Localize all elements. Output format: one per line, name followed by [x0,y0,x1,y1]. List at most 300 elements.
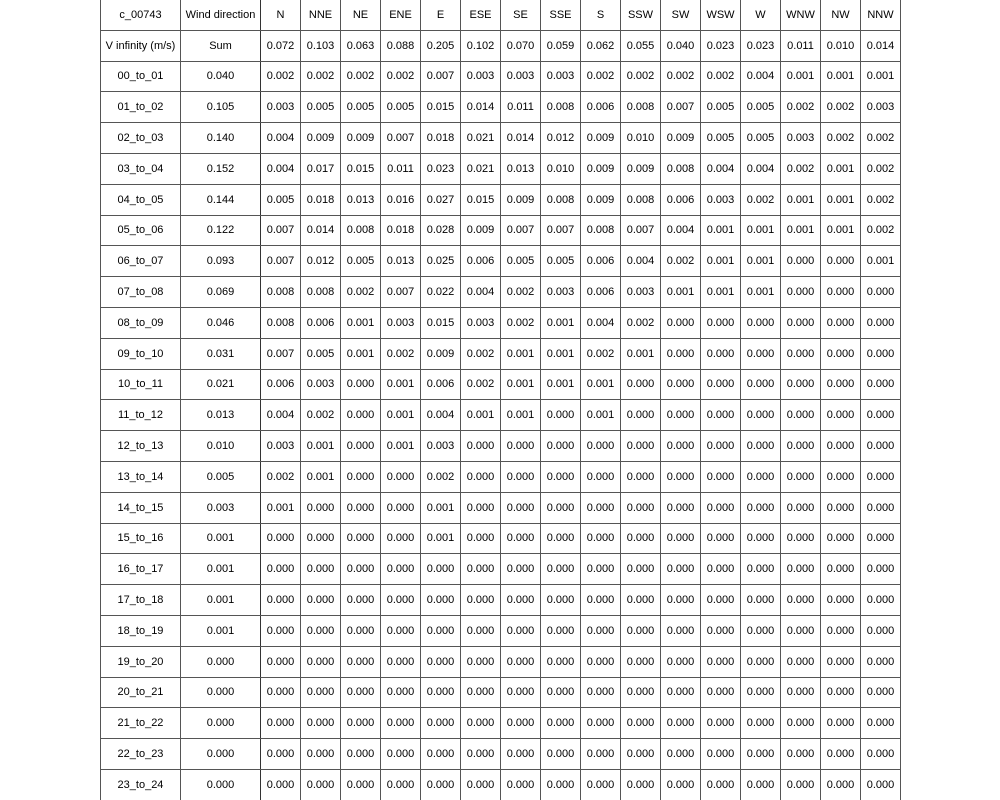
frequency-cell: 0.000 [501,769,541,799]
frequency-cell: 0.000 [701,307,741,338]
direction-header-wnw: WNW [781,0,821,30]
frequency-cell: 0.021 [461,153,501,184]
frequency-cell: 0.000 [741,431,781,462]
frequency-cell: 0.000 [821,246,861,277]
frequency-cell: 0.007 [261,215,301,246]
direction-sum-nne: 0.103 [301,30,341,61]
frequency-cell: 0.000 [741,677,781,708]
direction-header-row [101,0,901,30]
frequency-cell: 0.000 [701,708,741,739]
frequency-cell: 0.000 [581,492,621,523]
speed-bin-sum: 0.046 [181,307,261,338]
direction-sum-nw: 0.010 [821,30,861,61]
frequency-cell: 0.000 [701,739,741,770]
speed-bin-sum: 0.122 [181,215,261,246]
frequency-cell: 0.009 [621,153,661,184]
frequency-cell: 0.000 [621,585,661,616]
direction-header-ne: NE [341,0,381,30]
frequency-cell: 0.002 [381,338,421,369]
frequency-cell: 0.000 [861,277,901,308]
frequency-cell: 0.000 [581,615,621,646]
frequency-cell: 0.008 [341,215,381,246]
frequency-cell: 0.006 [661,184,701,215]
speed-bin-sum: 0.001 [181,585,261,616]
frequency-cell: 0.006 [581,277,621,308]
frequency-cell: 0.001 [661,277,701,308]
direction-sum-ene: 0.088 [381,30,421,61]
frequency-cell: 0.000 [501,615,541,646]
frequency-cell: 0.001 [501,338,541,369]
direction-header-w: W [741,0,781,30]
frequency-cell: 0.006 [581,92,621,123]
frequency-cell: 0.000 [621,646,661,677]
table-row [101,769,901,799]
speed-bin-sum: 0.000 [181,739,261,770]
frequency-cell: 0.004 [261,153,301,184]
frequency-cell: 0.001 [821,184,861,215]
frequency-cell: 0.006 [301,307,341,338]
frequency-cell: 0.002 [261,461,301,492]
frequency-cell: 0.002 [421,461,461,492]
frequency-cell: 0.005 [541,246,581,277]
frequency-cell: 0.000 [741,646,781,677]
frequency-cell: 0.000 [781,461,821,492]
frequency-cell: 0.003 [301,369,341,400]
speed-bin-label: 00_to_01 [101,61,181,92]
table-row [101,246,901,277]
speed-bin-sum: 0.000 [181,646,261,677]
frequency-cell: 0.000 [661,307,701,338]
frequency-cell: 0.000 [581,677,621,708]
frequency-cell: 0.000 [781,246,821,277]
frequency-cell: 0.006 [261,369,301,400]
frequency-cell: 0.003 [861,92,901,123]
frequency-cell: 0.000 [661,523,701,554]
table-row [101,215,901,246]
sum-label-cell: Sum [181,30,261,61]
frequency-cell: 0.002 [861,123,901,154]
frequency-cell: 0.004 [741,61,781,92]
table-row [101,153,901,184]
frequency-cell: 0.000 [581,585,621,616]
frequency-cell: 0.000 [301,585,341,616]
frequency-cell: 0.000 [301,523,341,554]
frequency-cell: 0.005 [301,92,341,123]
speed-bin-label: 04_to_05 [101,184,181,215]
frequency-cell: 0.000 [301,708,341,739]
speed-bin-sum: 0.031 [181,338,261,369]
frequency-cell: 0.008 [581,215,621,246]
frequency-cell: 0.002 [621,61,661,92]
frequency-cell: 0.018 [381,215,421,246]
frequency-cell: 0.000 [461,677,501,708]
frequency-cell: 0.000 [301,492,341,523]
frequency-cell: 0.001 [581,400,621,431]
speed-bin-sum: 0.021 [181,369,261,400]
direction-header-se: SE [501,0,541,30]
frequency-cell: 0.027 [421,184,461,215]
direction-sum-e: 0.205 [421,30,461,61]
frequency-cell: 0.002 [581,61,621,92]
frequency-cell: 0.000 [461,646,501,677]
frequency-cell: 0.000 [861,523,901,554]
speed-bin-sum: 0.003 [181,492,261,523]
table-row [101,92,901,123]
frequency-cell: 0.001 [301,431,341,462]
frequency-cell: 0.000 [741,338,781,369]
frequency-cell: 0.000 [821,646,861,677]
speed-bin-sum: 0.105 [181,92,261,123]
frequency-cell: 0.000 [421,585,461,616]
frequency-cell: 0.000 [781,277,821,308]
frequency-cell: 0.002 [581,338,621,369]
frequency-cell: 0.002 [741,184,781,215]
table-row [101,61,901,92]
frequency-cell: 0.000 [261,677,301,708]
frequency-cell: 0.000 [541,431,581,462]
table-row [101,431,901,462]
frequency-cell: 0.000 [261,523,301,554]
frequency-cell: 0.000 [501,554,541,585]
frequency-cell: 0.000 [501,585,541,616]
speed-bin-label: 11_to_12 [101,400,181,431]
table-row [101,338,901,369]
frequency-cell: 0.001 [341,307,381,338]
direction-header-ene: ENE [381,0,421,30]
frequency-cell: 0.000 [821,615,861,646]
direction-sum-ne: 0.063 [341,30,381,61]
frequency-cell: 0.000 [781,739,821,770]
frequency-cell: 0.000 [501,523,541,554]
frequency-cell: 0.000 [381,677,421,708]
frequency-cell: 0.000 [581,708,621,739]
frequency-cell: 0.005 [261,184,301,215]
frequency-cell: 0.001 [581,369,621,400]
direction-header-s: S [581,0,621,30]
frequency-cell: 0.000 [741,554,781,585]
frequency-cell: 0.004 [261,400,301,431]
frequency-cell: 0.000 [661,554,701,585]
frequency-cell: 0.000 [541,677,581,708]
frequency-cell: 0.000 [861,338,901,369]
frequency-cell: 0.002 [341,277,381,308]
frequency-cell: 0.001 [741,277,781,308]
frequency-cell: 0.008 [621,92,661,123]
frequency-cell: 0.000 [661,708,701,739]
frequency-cell: 0.015 [461,184,501,215]
frequency-cell: 0.009 [341,123,381,154]
speed-bin-label: 22_to_23 [101,739,181,770]
frequency-cell: 0.000 [701,615,741,646]
frequency-cell: 0.003 [621,277,661,308]
frequency-cell: 0.000 [541,400,581,431]
speed-bin-sum: 0.000 [181,708,261,739]
corner-label-cell: Wind direction [181,0,261,30]
frequency-cell: 0.002 [501,277,541,308]
frequency-cell: 0.002 [661,61,701,92]
table-row [101,739,901,770]
frequency-cell: 0.001 [301,461,341,492]
frequency-cell: 0.000 [701,492,741,523]
frequency-cell: 0.000 [341,554,381,585]
frequency-cell: 0.006 [421,369,461,400]
frequency-cell: 0.001 [381,369,421,400]
frequency-cell: 0.000 [621,615,661,646]
frequency-cell: 0.000 [261,646,301,677]
frequency-cell: 0.005 [301,338,341,369]
frequency-cell: 0.008 [301,277,341,308]
frequency-cell: 0.008 [661,153,701,184]
frequency-cell: 0.000 [741,708,781,739]
frequency-cell: 0.014 [301,215,341,246]
frequency-cell: 0.004 [261,123,301,154]
table-row [101,677,901,708]
frequency-cell: 0.001 [621,338,661,369]
speed-bin-sum: 0.001 [181,615,261,646]
frequency-cell: 0.000 [341,523,381,554]
frequency-cell: 0.002 [501,307,541,338]
frequency-cell: 0.004 [621,246,661,277]
frequency-cell: 0.000 [381,461,421,492]
speed-bin-label: 20_to_21 [101,677,181,708]
frequency-cell: 0.000 [781,677,821,708]
speed-bin-label: 05_to_06 [101,215,181,246]
frequency-cell: 0.000 [781,400,821,431]
frequency-cell: 0.002 [461,338,501,369]
frequency-cell: 0.000 [741,523,781,554]
frequency-cell: 0.001 [421,523,461,554]
direction-header-nw: NW [821,0,861,30]
frequency-cell: 0.000 [821,677,861,708]
table-row [101,400,901,431]
frequency-cell: 0.000 [621,708,661,739]
frequency-cell: 0.009 [421,338,461,369]
speed-bin-label: 15_to_16 [101,523,181,554]
frequency-cell: 0.000 [861,769,901,799]
frequency-cell: 0.003 [261,92,301,123]
direction-sum-w: 0.023 [741,30,781,61]
frequency-cell: 0.000 [861,677,901,708]
frequency-cell: 0.000 [341,646,381,677]
direction-header-sw: SW [661,0,701,30]
frequency-cell: 0.008 [261,277,301,308]
frequency-cell: 0.000 [821,739,861,770]
frequency-cell: 0.002 [301,400,341,431]
frequency-cell: 0.000 [461,585,501,616]
frequency-cell: 0.000 [661,461,701,492]
speed-bin-sum: 0.093 [181,246,261,277]
table-row [101,307,901,338]
frequency-cell: 0.000 [621,400,661,431]
frequency-cell: 0.001 [501,400,541,431]
frequency-cell: 0.000 [661,492,701,523]
frequency-cell: 0.000 [861,739,901,770]
speed-bin-label: 10_to_11 [101,369,181,400]
frequency-cell: 0.000 [461,708,501,739]
table-row [101,369,901,400]
frequency-cell: 0.009 [581,153,621,184]
frequency-cell: 0.009 [581,123,621,154]
speed-bin-sum: 0.140 [181,123,261,154]
frequency-cell: 0.002 [621,307,661,338]
frequency-cell: 0.012 [541,123,581,154]
frequency-cell: 0.001 [461,400,501,431]
frequency-cell: 0.028 [421,215,461,246]
direction-header-ese: ESE [461,0,501,30]
frequency-cell: 0.000 [541,523,581,554]
frequency-cell: 0.002 [781,92,821,123]
frequency-cell: 0.001 [501,369,541,400]
frequency-cell: 0.000 [421,739,461,770]
frequency-cell: 0.000 [661,369,701,400]
frequency-cell: 0.000 [501,646,541,677]
frequency-cell: 0.000 [781,523,821,554]
direction-sum-sw: 0.040 [661,30,701,61]
direction-sum-sse: 0.059 [541,30,581,61]
frequency-cell: 0.013 [501,153,541,184]
speed-bin-label: 19_to_20 [101,646,181,677]
frequency-cell: 0.014 [501,123,541,154]
frequency-cell: 0.000 [381,523,421,554]
frequency-cell: 0.007 [381,123,421,154]
frequency-cell: 0.000 [741,461,781,492]
frequency-cell: 0.000 [741,492,781,523]
frequency-cell: 0.000 [701,523,741,554]
frequency-cell: 0.005 [741,92,781,123]
frequency-cell: 0.001 [741,246,781,277]
frequency-cell: 0.000 [261,708,301,739]
frequency-cell: 0.007 [381,277,421,308]
frequency-cell: 0.000 [461,492,501,523]
frequency-cell: 0.008 [541,184,581,215]
speed-bin-label: 03_to_04 [101,153,181,184]
frequency-cell: 0.000 [661,400,701,431]
frequency-cell: 0.000 [581,523,621,554]
frequency-cell: 0.000 [861,554,901,585]
frequency-cell: 0.002 [861,215,901,246]
frequency-cell: 0.016 [381,184,421,215]
frequency-cell: 0.000 [821,338,861,369]
frequency-cell: 0.009 [501,184,541,215]
frequency-cell: 0.007 [421,61,461,92]
direction-header-nnw: NNW [861,0,901,30]
frequency-cell: 0.000 [461,554,501,585]
direction-sum-s: 0.062 [581,30,621,61]
frequency-cell: 0.009 [301,123,341,154]
frequency-cell: 0.015 [421,307,461,338]
frequency-cell: 0.001 [261,492,301,523]
frequency-cell: 0.021 [461,123,501,154]
frequency-cell: 0.015 [341,153,381,184]
speed-bin-label: 18_to_19 [101,615,181,646]
frequency-cell: 0.000 [741,369,781,400]
frequency-cell: 0.011 [381,153,421,184]
frequency-cell: 0.003 [421,431,461,462]
frequency-cell: 0.005 [501,246,541,277]
frequency-cell: 0.000 [861,369,901,400]
table-row [101,184,901,215]
frequency-cell: 0.000 [581,646,621,677]
frequency-cell: 0.001 [541,369,581,400]
speed-bin-sum: 0.010 [181,431,261,462]
frequency-cell: 0.000 [701,431,741,462]
frequency-cell: 0.000 [261,739,301,770]
frequency-cell: 0.000 [501,431,541,462]
frequency-cell: 0.004 [741,153,781,184]
row-header-label-cell: V infinity (m/s) [101,30,181,61]
frequency-cell: 0.002 [821,92,861,123]
frequency-cell: 0.000 [661,615,701,646]
frequency-cell: 0.000 [661,646,701,677]
table-row [101,123,901,154]
frequency-cell: 0.023 [421,153,461,184]
frequency-cell: 0.000 [821,523,861,554]
frequency-cell: 0.000 [741,307,781,338]
frequency-cell: 0.000 [381,646,421,677]
direction-sum-wsw: 0.023 [701,30,741,61]
frequency-cell: 0.000 [821,708,861,739]
frequency-cell: 0.000 [861,431,901,462]
frequency-cell: 0.000 [421,615,461,646]
frequency-cell: 0.008 [621,184,661,215]
frequency-cell: 0.000 [341,492,381,523]
direction-header-sse: SSE [541,0,581,30]
frequency-cell: 0.000 [661,431,701,462]
frequency-cell: 0.000 [341,431,381,462]
speed-bin-label: 12_to_13 [101,431,181,462]
frequency-cell: 0.010 [541,153,581,184]
frequency-cell: 0.000 [341,615,381,646]
frequency-cell: 0.000 [421,554,461,585]
frequency-cell: 0.002 [821,123,861,154]
frequency-cell: 0.000 [301,769,341,799]
frequency-cell: 0.015 [421,92,461,123]
frequency-cell: 0.000 [821,461,861,492]
frequency-cell: 0.025 [421,246,461,277]
frequency-cell: 0.001 [821,153,861,184]
frequency-cell: 0.000 [861,615,901,646]
frequency-cell: 0.001 [421,492,461,523]
direction-sum-nnw: 0.014 [861,30,901,61]
frequency-cell: 0.002 [861,153,901,184]
direction-sum-ese: 0.102 [461,30,501,61]
frequency-cell: 0.003 [501,61,541,92]
frequency-cell: 0.003 [381,307,421,338]
frequency-cell: 0.000 [621,554,661,585]
frequency-cell: 0.000 [381,769,421,799]
frequency-cell: 0.000 [661,585,701,616]
frequency-cell: 0.003 [701,184,741,215]
frequency-cell: 0.000 [381,615,421,646]
frequency-cell: 0.000 [781,431,821,462]
frequency-cell: 0.001 [821,61,861,92]
frequency-cell: 0.002 [461,369,501,400]
direction-sum-se: 0.070 [501,30,541,61]
frequency-cell: 0.007 [621,215,661,246]
frequency-cell: 0.000 [541,585,581,616]
table-row [101,615,901,646]
frequency-cell: 0.009 [461,215,501,246]
frequency-cell: 0.000 [421,646,461,677]
frequency-cell: 0.000 [541,739,581,770]
frequency-cell: 0.000 [741,615,781,646]
frequency-cell: 0.003 [461,307,501,338]
direction-sum-ssw: 0.055 [621,30,661,61]
frequency-cell: 0.001 [381,400,421,431]
frequency-cell: 0.000 [821,769,861,799]
frequency-cell: 0.000 [701,554,741,585]
frequency-cell: 0.005 [701,123,741,154]
